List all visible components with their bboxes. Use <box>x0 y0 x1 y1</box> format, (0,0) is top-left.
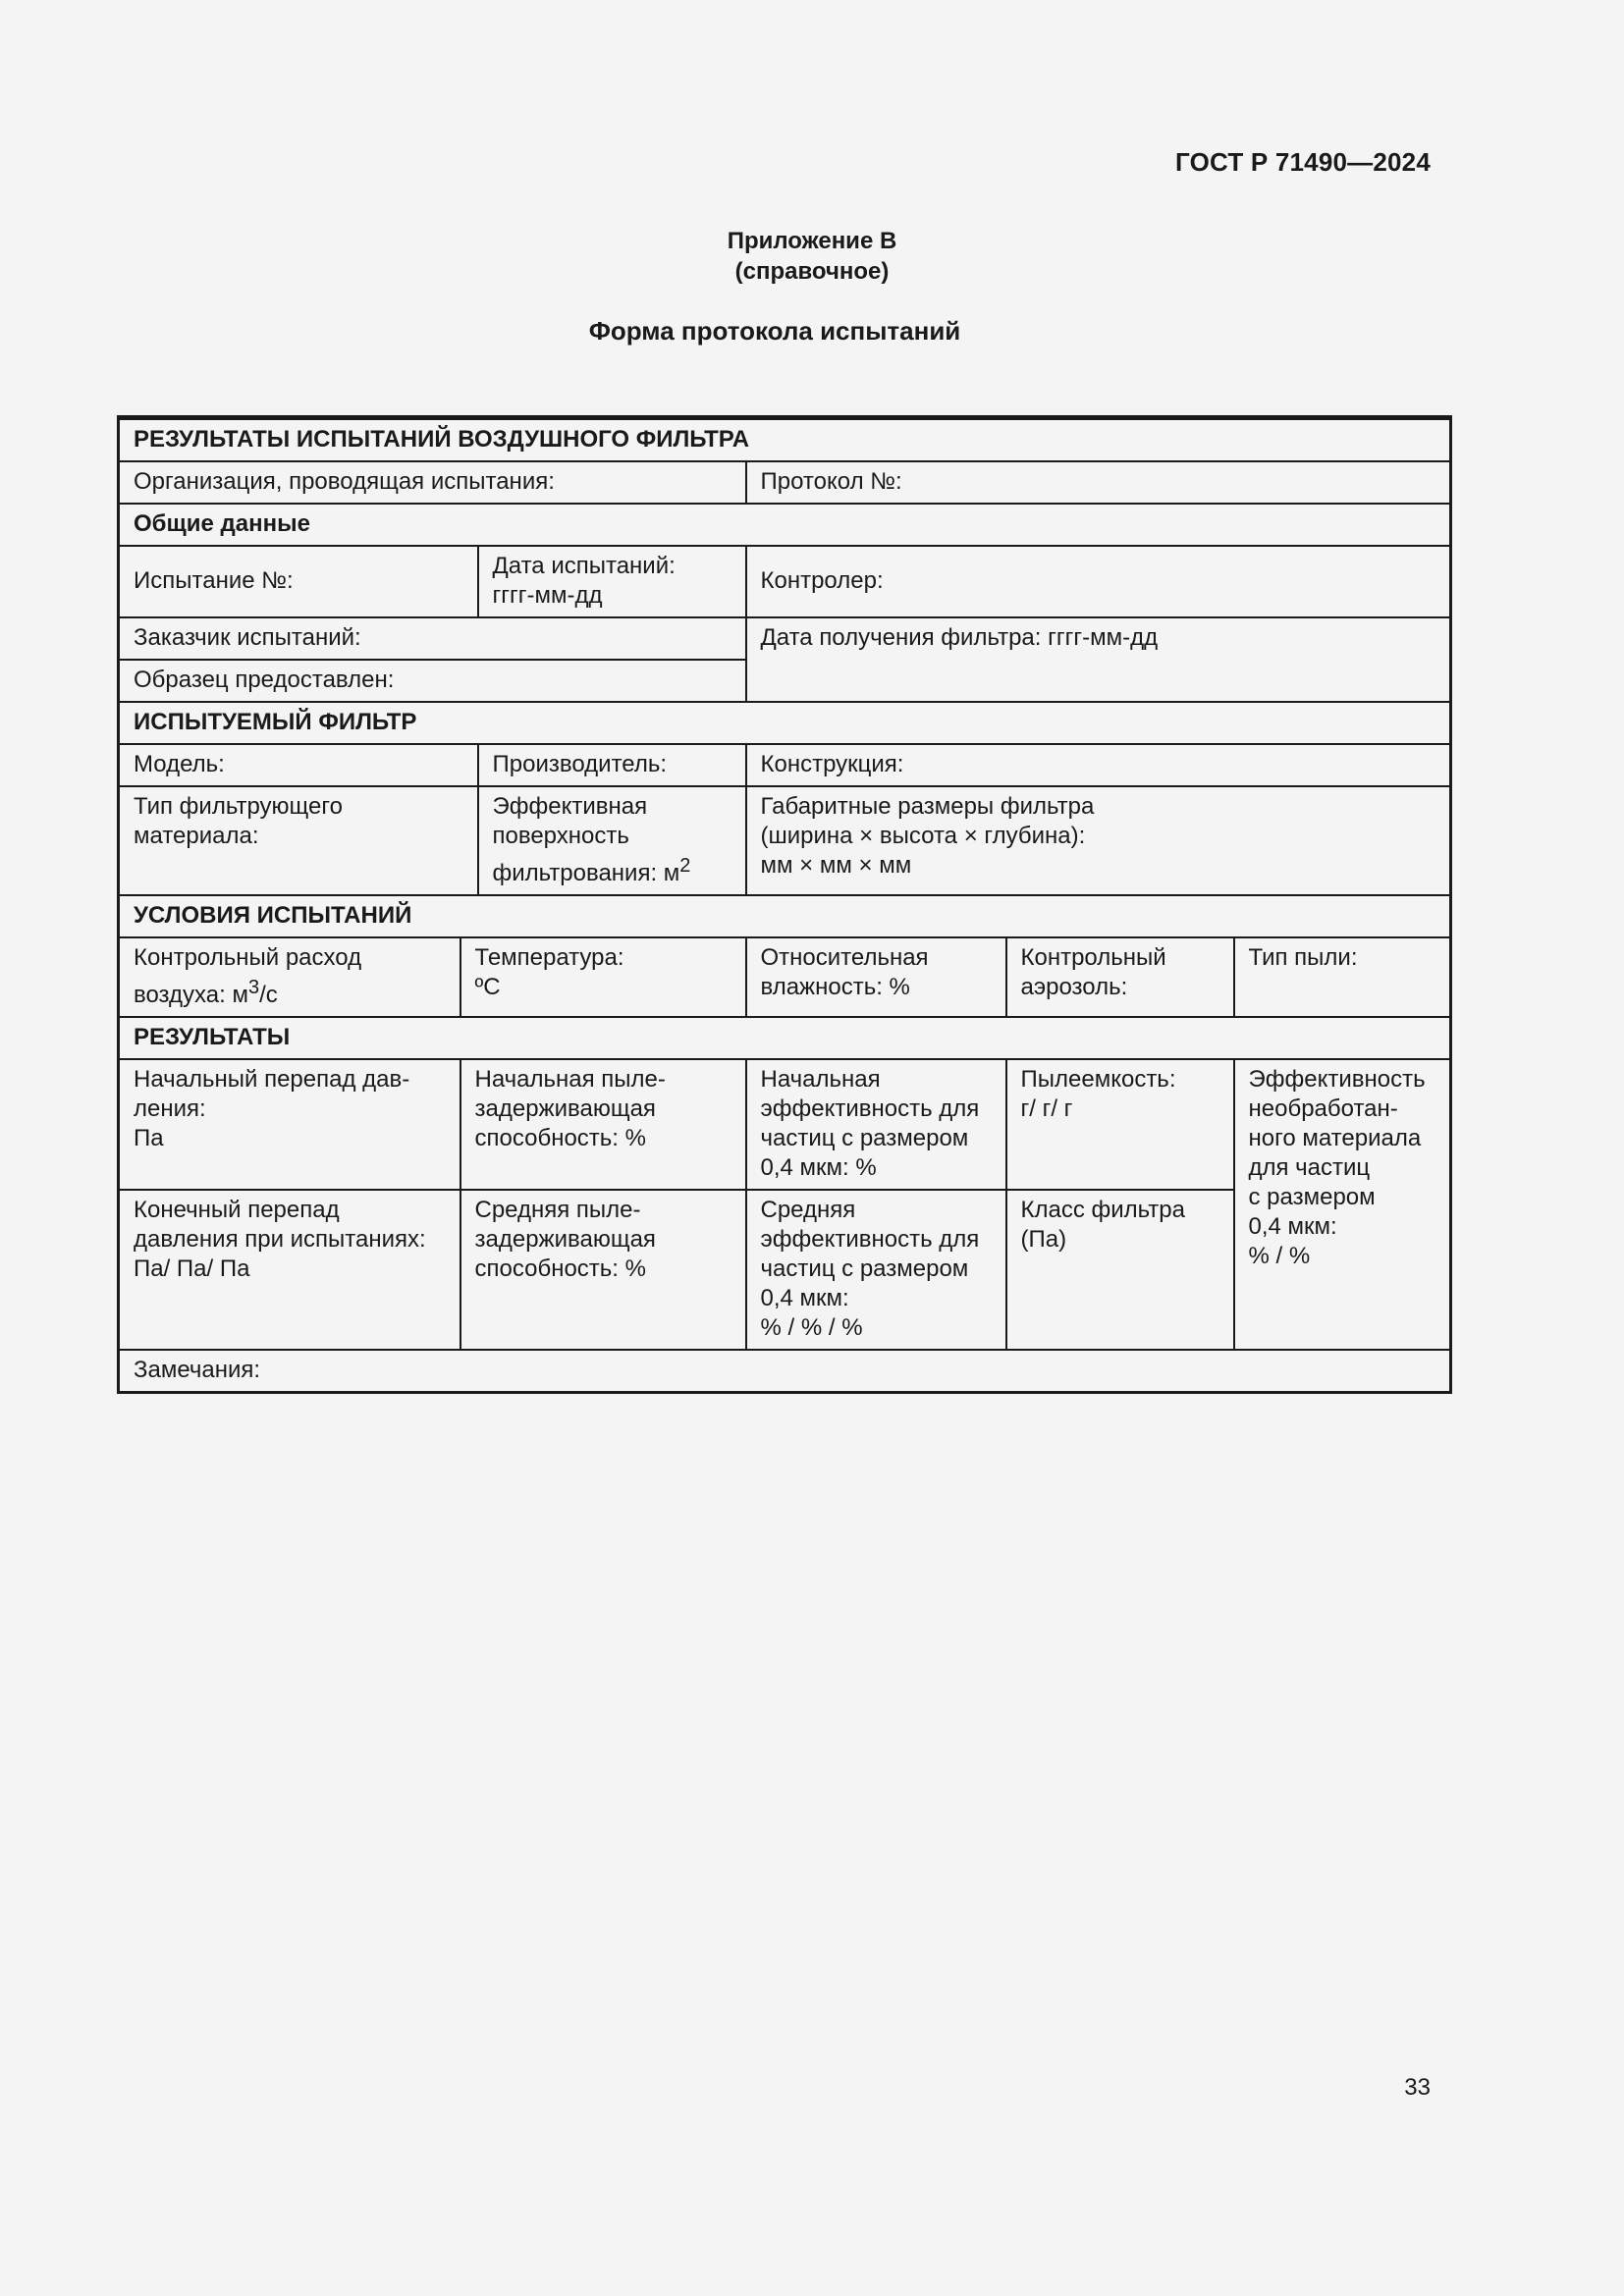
construction-field[interactable]: Конструкция: <box>746 744 1451 786</box>
test-date-format: гггг-мм-дд <box>492 582 603 609</box>
form-title: Форма протокола испытаний <box>588 316 961 346</box>
organization-field[interactable]: Организация, проводящая испытания: <box>119 461 746 504</box>
initial-efficiency-field[interactable]: Начальная эффективность для частиц с размером 0,4 мкм: % <box>746 1059 1006 1190</box>
final-pressure-drop-field[interactable]: Конечный перепад давления при испытаниях: Па/ Па/ Па <box>119 1190 460 1350</box>
air-flow-superscript: 3 <box>247 977 260 998</box>
dimensions-field[interactable]: Габаритные размеры фильтра (ширина × высота × глубина): мм × мм × мм <box>746 786 1451 895</box>
test-number-field[interactable]: Испытание №: <box>119 546 478 617</box>
manufacturer-field[interactable]: Производитель: <box>478 744 746 786</box>
initial-arrestance-field[interactable]: Начальная пыле- задерживающая способность: % <box>460 1059 746 1190</box>
air-flow-field[interactable] <box>119 937 460 1017</box>
effective-area-superscript: 2 <box>679 855 691 877</box>
controller-field[interactable]: Контролер: <box>746 546 1451 617</box>
untreated-efficiency-field[interactable]: Эффективность необработан- ного материала для частиц с размером 0,4 мкм: % / % <box>1234 1059 1451 1350</box>
annex-title: Приложение В <box>727 228 897 254</box>
media-type-field[interactable]: Тип фильтрующего материала: <box>119 786 478 895</box>
effective-area-label: Эффективная поверхность фильтрования: м <box>492 793 680 886</box>
test-protocol-form <box>117 415 1452 1394</box>
sample-provided-field[interactable]: Образец предоставлен: <box>119 660 746 702</box>
page-number: 33 <box>1404 2074 1431 2101</box>
results-heading: РЕЗУЛЬТАТЫ <box>119 1017 1451 1059</box>
average-efficiency-field[interactable]: Средняя эффективность для частиц с размером 0,4 мкм: % / % / % <box>746 1190 1006 1350</box>
annex-note: (справочное) <box>734 258 890 285</box>
temperature-field[interactable]: Температура: ºС <box>460 937 746 1017</box>
dust-type-field[interactable]: Тип пыли: <box>1234 937 1451 1017</box>
air-flow-unit-suffix: /с <box>259 982 278 1008</box>
model-field[interactable]: Модель: <box>119 744 478 786</box>
test-conditions-heading: УСЛОВИЯ ИСПЫТАНИЙ <box>119 895 1451 937</box>
general-data-heading: Общие данные <box>119 504 1451 546</box>
dust-capacity-field[interactable]: Пылеемкость: г/ г/ г <box>1006 1059 1234 1190</box>
effective-area-field[interactable] <box>478 786 746 895</box>
annex-heading <box>0 226 1624 287</box>
results-title-cell: РЕЗУЛЬТАТЫ ИСПЫТАНИЙ ВОЗДУШНОГО ФИЛЬТРА <box>119 419 1451 461</box>
customer-field[interactable]: Заказчик испытаний: <box>119 617 746 660</box>
test-date-label: Дата испытаний: <box>492 553 676 579</box>
filter-class-field[interactable]: Класс фильтра (Па) <box>1006 1190 1234 1350</box>
filter-received-date-field[interactable]: Дата получения фильтра: гггг-мм-дд <box>746 617 1451 702</box>
protocol-number-field[interactable]: Протокол №: <box>746 461 1451 504</box>
remarks-field[interactable]: Замечания: <box>119 1350 1451 1393</box>
air-flow-label: Контрольный расход воздуха: м <box>134 944 362 1008</box>
initial-pressure-drop-field[interactable]: Начальный перепад дав- ления: Па <box>119 1059 460 1190</box>
standard-designation: ГОСТ Р 71490—2024 <box>1175 147 1431 177</box>
humidity-field[interactable]: Относительная влажность: % <box>746 937 1006 1017</box>
aerosol-field[interactable]: Контрольный аэрозоль: <box>1006 937 1234 1017</box>
tested-filter-heading: ИСПЫТУЕМЫЙ ФИЛЬТР <box>119 702 1451 744</box>
average-arrestance-field[interactable]: Средняя пыле- задерживающая способность: % <box>460 1190 746 1350</box>
test-date-field[interactable] <box>478 546 746 617</box>
